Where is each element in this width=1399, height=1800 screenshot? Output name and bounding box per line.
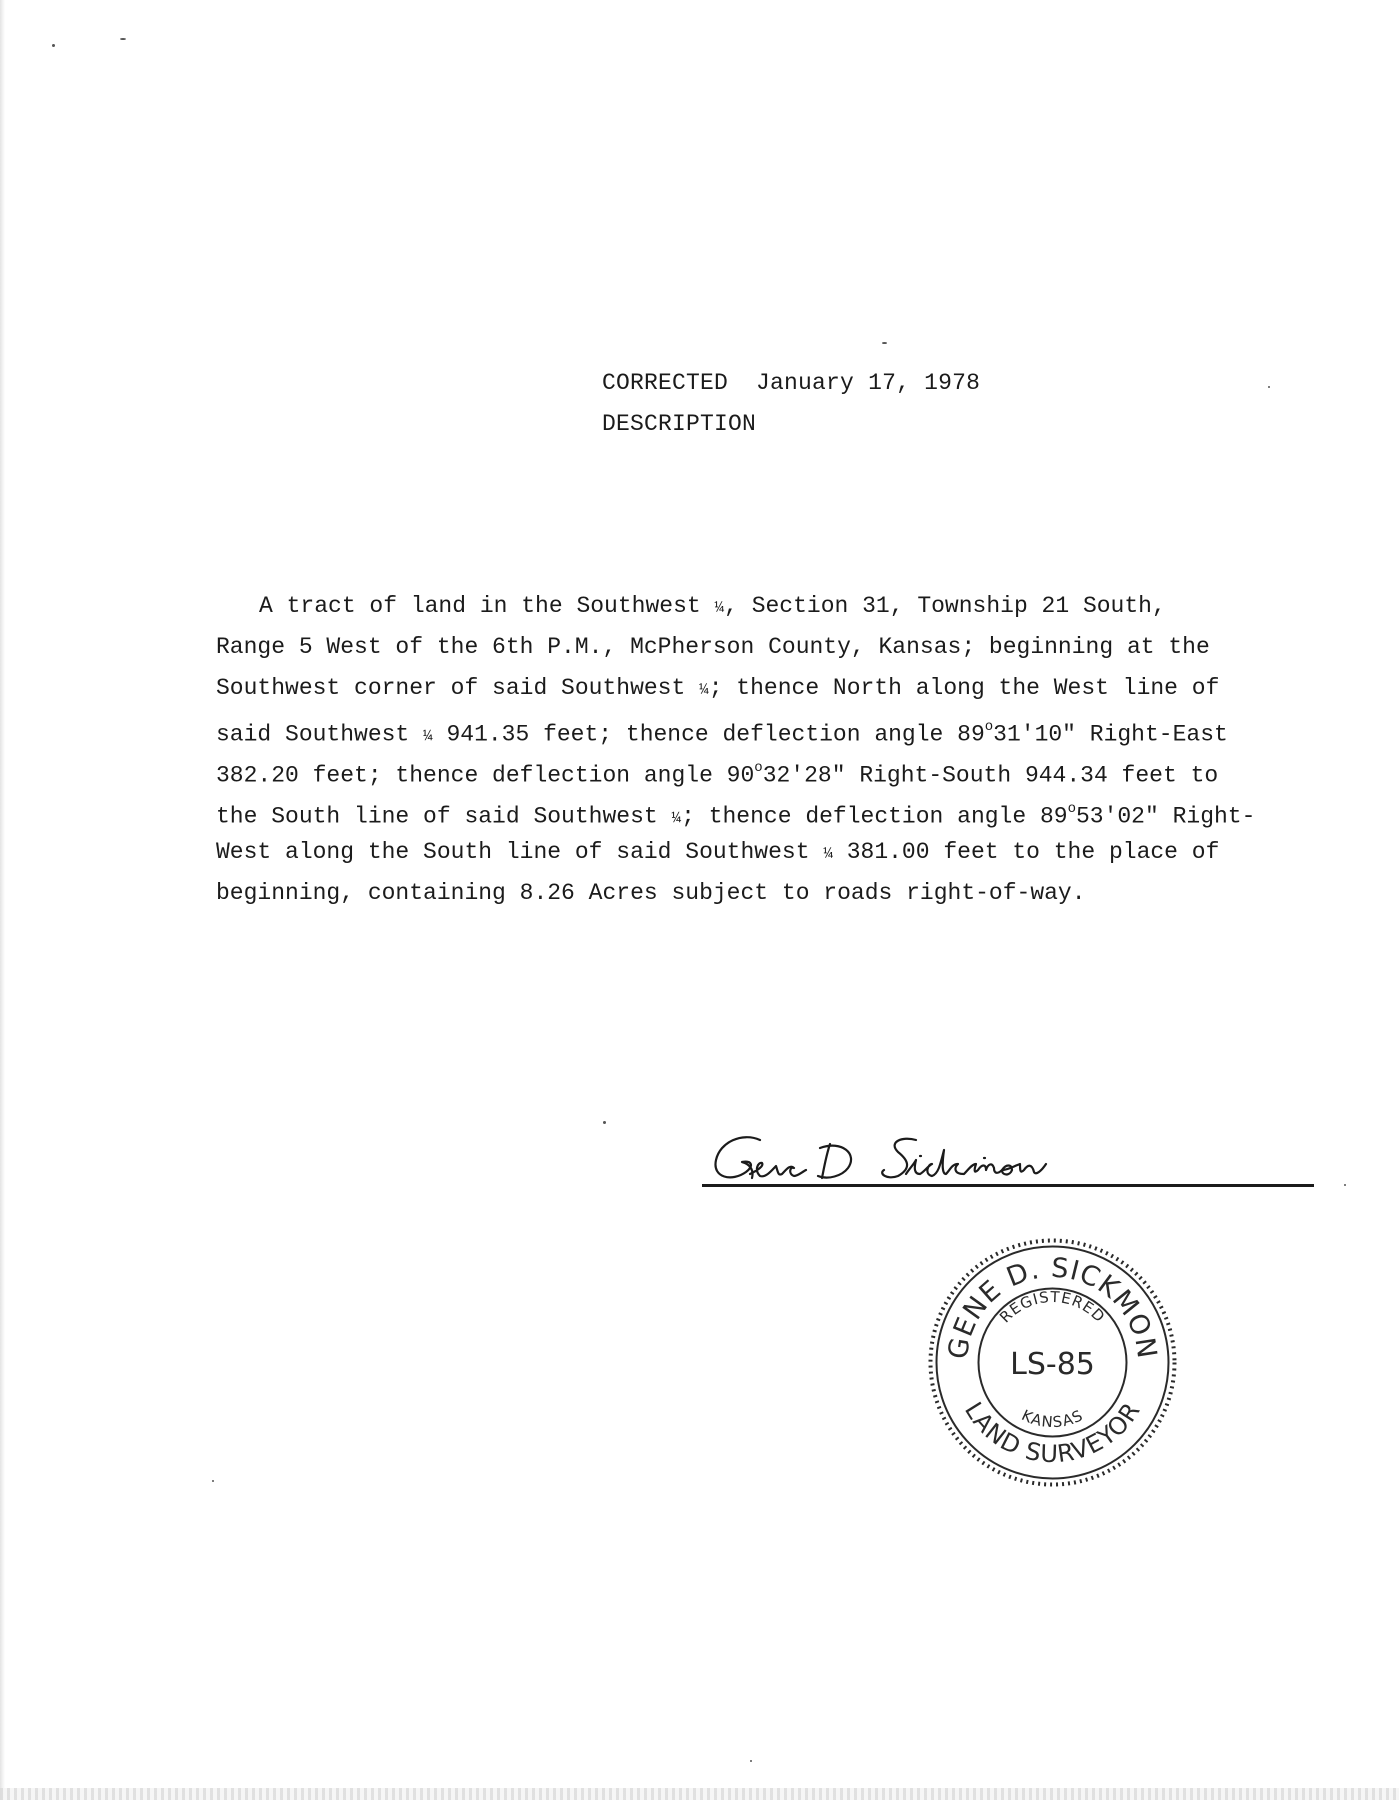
- degree-mark: o: [1067, 801, 1076, 817]
- svg-text:KANSAS: [1019, 1406, 1086, 1431]
- description-line: 382.20 feet; thence deflection angle 90$^o$32'28" Right-South 944.34 feet to: [216, 760, 1219, 789]
- description-line: beginning, containing 8.26 Acres subject to roads right-of-way.: [216, 880, 1086, 906]
- surveyor-seal: [925, 1235, 1180, 1490]
- heading-corrected-line: [602, 370, 980, 396]
- degree-mark: o: [754, 760, 763, 776]
- scan-speck: [212, 1480, 214, 1482]
- quarter-fraction: ¼: [671, 809, 682, 828]
- signature-line: [702, 1184, 1314, 1187]
- scan-speck: [120, 38, 126, 40]
- seal-inner-top-text: REGISTERED: [996, 1287, 1109, 1327]
- scan-speck: [52, 44, 55, 47]
- scan-edge-bottom: [0, 1788, 1399, 1800]
- signature-block: [702, 1130, 1314, 1190]
- quarter-fraction: ¼: [823, 845, 833, 863]
- seal-outer-top-text: GENE D. SICKMON: [942, 1252, 1163, 1362]
- description-line: Southwest corner of said Southwest ¼; thence North along the West line of: [216, 675, 1220, 701]
- scan-speck: [750, 1760, 752, 1762]
- description-label: DESCRIPTION: [602, 411, 757, 437]
- scan-edge-left: [0, 0, 5, 1800]
- scan-speck: [1344, 1184, 1346, 1186]
- description-line: West along the South line of said Southwest ¼ 381.00 feet to the place of: [216, 839, 1220, 865]
- quarter-fraction: ¼: [714, 599, 725, 617]
- scan-speck: [882, 342, 887, 344]
- seal-center-text: LS-85: [1010, 1347, 1095, 1382]
- description-line: the South line of said Southwest ¼; thence deflection angle 89$^o$53'02" Right-: [216, 801, 1256, 830]
- description-line: Range 5 West of the 6th P.M., McPherson County, Kansas; beginning at the: [216, 634, 1210, 660]
- scan-speck: [603, 1121, 606, 1124]
- scan-speck: [1268, 386, 1270, 388]
- seal-inner-bottom-text: KANSAS: [1018, 1406, 1087, 1432]
- quarter-fraction: ¼: [423, 727, 433, 746]
- corrected-label: CORRECTED: [602, 370, 729, 396]
- description-line: A tract of land in the Southwest ¼, Section 31, Township 21 South,: [259, 593, 1166, 619]
- seal-outer-bottom-text: LAND SURVEYOR: [959, 1397, 1147, 1469]
- corrected-date: January 17, 1978: [756, 370, 981, 396]
- svg-text:GENE D. SICKMON: [943, 1253, 1163, 1361]
- degree-mark: o: [984, 719, 994, 735]
- handwritten-signature: [702, 1130, 1102, 1190]
- quarter-fraction: ¼: [699, 681, 709, 699]
- description-line: said Southwest ¼ 941.35 feet; thence deflection angle 89$^o$31'10" Right-East: [216, 719, 1228, 748]
- legal-description: [216, 586, 1286, 914]
